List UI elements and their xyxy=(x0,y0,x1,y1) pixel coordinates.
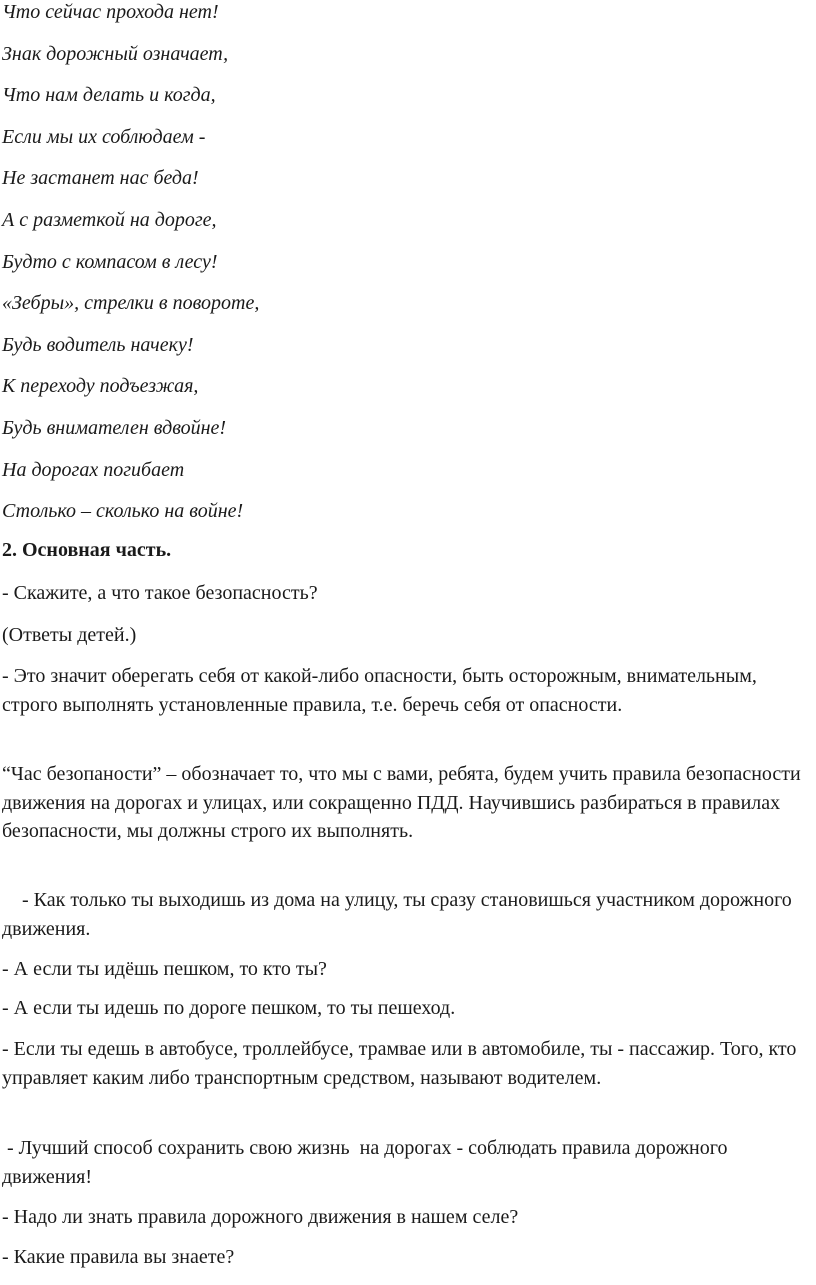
poem-line: Что нам делать и когда, xyxy=(2,84,216,107)
poem-line: Будто с компасом в лесу! xyxy=(2,250,218,273)
poem-line: Будь водитель начеку! xyxy=(2,333,194,356)
poem-line: Если мы их соблюдаем - xyxy=(2,125,206,148)
paragraph: - Лучший способ сохранить свою жизнь на дорогах - соблюдать правила дорожного движения! xyxy=(2,1137,733,1188)
poem-line: Будь внимателен вдвойне! xyxy=(2,416,227,439)
paragraph: - Это значит оберегать себя от какой-либо опасности, быть осторожным, внимательным, строго выполнять установленные правила, т.е. беречь себя от опасности. xyxy=(2,665,757,716)
section-heading: 2. Основная часть. xyxy=(2,539,172,561)
poem-line: Что сейчас прохода нет! xyxy=(2,1,219,23)
poem-line: Не застанет нас беда! xyxy=(2,167,199,190)
poem-line: Столько – сколько на войне! xyxy=(2,500,244,523)
paragraph: - Скажите, а что такое безопасность? xyxy=(2,582,318,604)
paragraph: - Надо ли знать правила дорожного движения в нашем селе? xyxy=(2,1206,519,1228)
paragraph: - Как только ты выходишь из дома на улицу, ты сразу становишься участником дорожного движения. xyxy=(2,889,797,940)
paragraph: - А если ты идешь по дороге пешком, то ты пешеход. xyxy=(2,997,456,1019)
poem-line: А с разметкой на дороге, xyxy=(2,208,217,231)
poem-line: Знак дорожный означает, xyxy=(2,42,229,65)
poem xyxy=(2,0,802,541)
paragraph: - Если ты едешь в автобусе, троллейбусе, трамвае или в автомобиле, ты - пассажир. Того, кто управляет каким либо транспортным средством, называют водителем. xyxy=(2,1038,797,1089)
paragraph: (Ответы детей.) xyxy=(2,624,137,646)
paragraph: - А если ты идёшь пешком, то кто ты? xyxy=(2,958,327,980)
poem-line: На дорогах погибает xyxy=(2,458,185,481)
paragraph: - Какие правила вы знаете? xyxy=(2,1246,235,1268)
poem-line: К переходу подъезжая, xyxy=(2,375,199,398)
paragraph: “Час безопаности” – обозначает то, что мы с вами, ребята, будем учить правила безопасности движения на дорогах и улицах, или сокращенно ПДД. Научившись разбираться в правилах безопасности, мы должны строго их выполнять. xyxy=(2,763,801,842)
poem-line: «Зебры», стрелки в повороте, xyxy=(2,292,260,315)
